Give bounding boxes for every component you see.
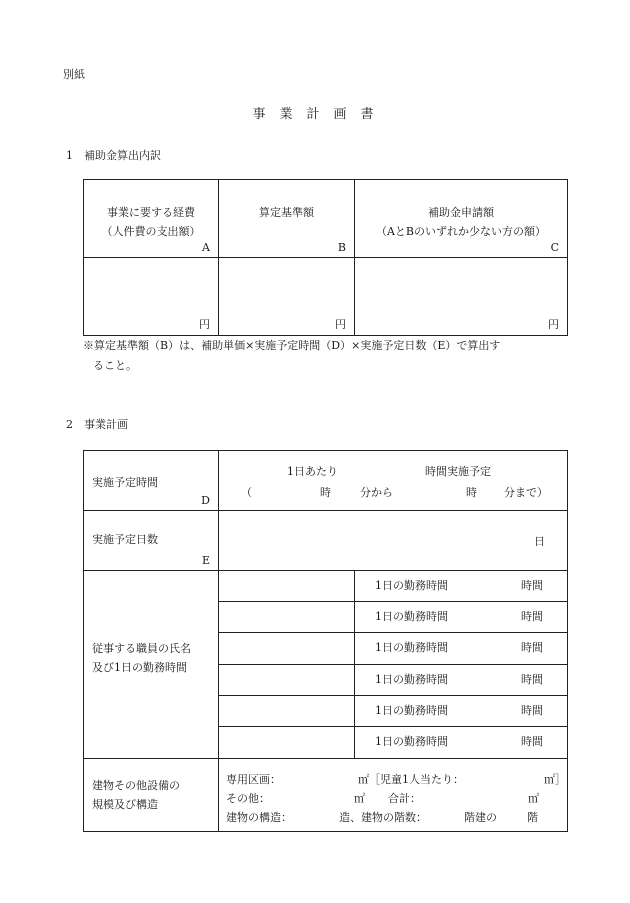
amount-row <box>84 258 568 336</box>
building-label-line2: 規模及び構造 <box>92 798 158 811</box>
planned-hours-text: 時間実施予定 <box>425 465 491 478</box>
other-area-label: その他： <box>226 792 270 805</box>
hours-unit: 時間 <box>521 704 543 717</box>
letter-b: B <box>337 241 346 254</box>
work-hours-label: 1日の勤務時間 <box>375 610 448 623</box>
staff-hours-cell[interactable] <box>355 633 568 665</box>
structure-label: 建物の構造： <box>226 811 292 824</box>
base-amount-cell[interactable] <box>219 258 355 336</box>
staff-label-cell <box>84 571 219 759</box>
staff-hours-cell[interactable] <box>355 696 568 727</box>
days-unit: 日 <box>534 535 545 548</box>
hours-unit: 時間 <box>521 735 543 748</box>
section2-heading: 2 事業計画 <box>66 418 128 431</box>
staff-name-cell[interactable] <box>219 727 355 759</box>
header-row <box>84 180 568 258</box>
staff-name-cell[interactable] <box>219 602 355 633</box>
staff-hours-cell[interactable] <box>355 727 568 759</box>
expense-header-line1: 事業に要する経費 <box>107 206 195 219</box>
days-value-cell[interactable] <box>219 511 568 571</box>
expense-amount-cell[interactable] <box>84 258 219 336</box>
time-label: 実施予定時間 <box>92 476 158 489</box>
yen-unit: 円 <box>548 318 559 331</box>
staff-name-cell[interactable] <box>219 696 355 727</box>
total-area-unit: ㎡ <box>528 792 539 805</box>
end-minute-unit: 分まで） <box>504 486 548 499</box>
sheet-label: 別紙 <box>63 68 85 81</box>
letter-c: C <box>550 241 559 254</box>
total-area-label: 合計： <box>388 792 421 805</box>
staff-name-cell[interactable] <box>219 571 355 602</box>
days-row <box>84 511 568 571</box>
hours-unit: 時間 <box>521 641 543 654</box>
start-minute-unit: 分から <box>360 486 393 499</box>
document-title: 事業計画書 <box>252 107 388 122</box>
yen-unit: 円 <box>199 318 210 331</box>
staff-name-cell[interactable] <box>219 633 355 665</box>
building-value-cell[interactable] <box>219 759 568 832</box>
request-amount-header <box>355 180 568 258</box>
note-line2: ること。 <box>93 359 137 372</box>
per-day-text: 1日あたり <box>287 465 338 478</box>
structure-suffix: 造、建物の階数： <box>339 811 427 824</box>
time-label-cell <box>84 451 219 511</box>
open-paren: （ <box>241 486 252 499</box>
work-hours-label: 1日の勤務時間 <box>375 704 448 717</box>
staff-label-line1: 従事する職員の氏名 <box>92 642 191 655</box>
days-label-cell <box>84 511 219 571</box>
hours-unit: 時間 <box>521 579 543 592</box>
subsidy-breakdown-table <box>83 179 568 336</box>
letter-d: D <box>201 494 210 507</box>
note-line1: ※算定基準額（B）は、補助単価×実施予定時間（D）×実施予定日数（E）で算出す <box>83 339 501 352</box>
request-amount-cell[interactable] <box>355 258 568 336</box>
floors-suffix: 階 <box>527 811 538 824</box>
staff-label-line2: 及び1日の勤務時間 <box>92 661 187 674</box>
work-hours-label: 1日の勤務時間 <box>375 579 448 592</box>
other-area-unit: ㎡ <box>354 792 365 805</box>
base-amount-header-line1: 算定基準額 <box>259 206 314 219</box>
staff-name-cell[interactable] <box>219 665 355 696</box>
request-amount-header-line1: 補助金申請額 <box>428 206 494 219</box>
hours-unit: 時間 <box>521 673 543 686</box>
expense-header <box>84 180 219 258</box>
calculation-note <box>83 336 571 376</box>
hours-unit: 時間 <box>521 610 543 623</box>
floors-prefix: 階建の <box>464 811 497 824</box>
days-label: 実施予定日数 <box>92 533 158 546</box>
work-hours-label: 1日の勤務時間 <box>375 641 448 654</box>
staff-hours-cell[interactable] <box>355 602 568 633</box>
building-row <box>84 759 568 832</box>
time-value-cell[interactable] <box>219 451 568 511</box>
dedicated-area-label: 専用区画： <box>226 773 281 786</box>
work-hours-label: 1日の勤務時間 <box>375 673 448 686</box>
per-child-area-unit: ㎡］ <box>544 773 566 786</box>
section1-heading: 1 補助金算出内訳 <box>66 149 161 162</box>
staff-hours-cell[interactable] <box>355 665 568 696</box>
staff-hours-cell[interactable] <box>355 571 568 602</box>
work-hours-label: 1日の勤務時間 <box>375 735 448 748</box>
end-hour-unit: 時 <box>466 486 477 499</box>
building-label-line1: 建物その他設備の <box>92 779 180 792</box>
expense-header-line2: （人件費の支出額） <box>101 225 201 238</box>
building-label-cell <box>84 759 219 832</box>
business-plan-table <box>83 450 568 832</box>
start-hour-unit: 時 <box>320 486 331 499</box>
yen-unit: 円 <box>335 318 346 331</box>
request-amount-header-line2: （AとBのいずれか少ない方の額） <box>375 225 547 238</box>
time-row <box>84 451 568 511</box>
letter-a: A <box>202 241 210 254</box>
staff-row <box>84 571 568 602</box>
dedicated-area-unit: ㎡［児童1人当たり： <box>358 773 464 786</box>
letter-e: E <box>201 554 210 567</box>
base-amount-header <box>219 180 355 258</box>
